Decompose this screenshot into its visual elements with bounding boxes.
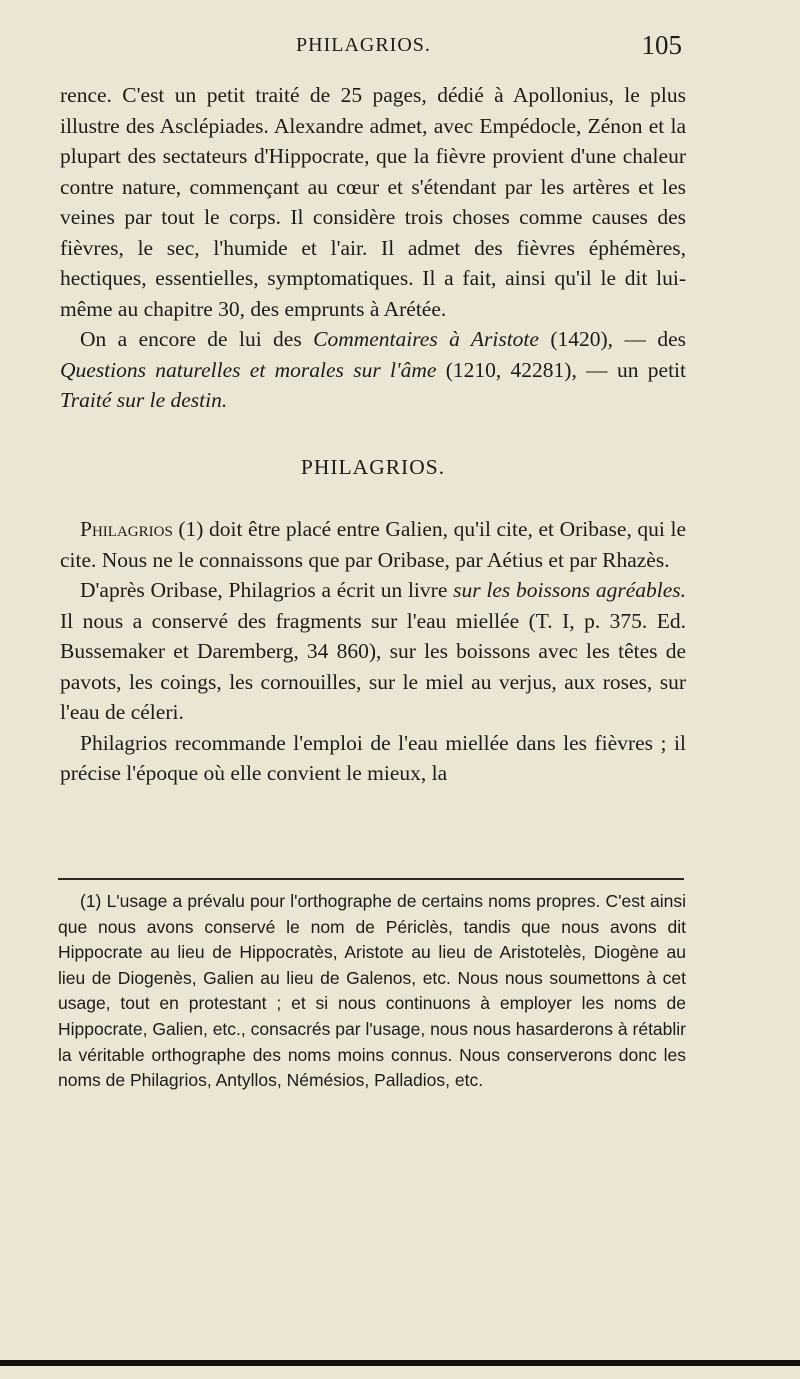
text-run: Il nous a conservé des fragments sur l'eau miellée (T. I, p. 375. Ed. Bussemaker et Daremberg, 34 860), sur les boissons avec les têtes de pavots, les coings, les cornouilles, sur le miel au verjus, aux roses, sur l'eau de céleri. bbox=[60, 608, 686, 724]
footnote bbox=[58, 889, 686, 1094]
text-run: D'après Oribase, Philagrios a écrit un livre bbox=[80, 578, 454, 602]
running-head bbox=[60, 30, 696, 68]
text-run: (1420), — des bbox=[538, 327, 686, 351]
page-number: 105 bbox=[641, 30, 682, 60]
paragraph-commentaires bbox=[60, 324, 686, 416]
text-run: (1) doit être placé entre Galien, qu'il cite, et Oribase, qui le cite. Nous ne le connaissons que par Oribase, par Aétius et par Rhazès. bbox=[60, 517, 686, 572]
italic-title-commentaires: Commentaires à Aristote bbox=[313, 327, 539, 351]
paragraph-philagrios-intro bbox=[60, 514, 686, 575]
page-edge-shadow bbox=[0, 1360, 800, 1366]
text-run: On a encore de lui des bbox=[80, 327, 314, 351]
paragraph-continuation: rence. C'est un petit traité de 25 pages, dédié à Apollonius, le plus illustre des Asclépiades. Alexandre admet, avec Empédocle, Zénon et la plupart des sectateurs d'Hippocrate, que la fièvre provient d'une chaleur contre nature, commençant au cœur et s'étendant par les artères et les veines par tout le corps. Il considère trois choses comme causes des fièvres, le sec, l'humide et l'air. Il admet des fièvres éphémères, hectiques, essentielles, symptomatiques. Il a fait, ainsi qu'il le dit lui-même au chapitre 30, des emprunts à Arétée. bbox=[60, 83, 686, 321]
text-run: (1210, 42281), — un petit bbox=[436, 357, 686, 382]
running-title: PHILAGRIOS. bbox=[296, 34, 431, 56]
section-heading: PHILAGRIOS. bbox=[300, 454, 446, 479]
paragraph-boissons bbox=[60, 575, 686, 728]
footnote-text: (1) L'usage a prévalu pour l'orthographe de certains noms propres. C'est ainsi que nous avons conservé le nom de Périclès, tandis que nous avons dit Hippocrate au lieu de Hippocratès, Aristote au lieu de Aristotelès, Diogène au lieu de Diogenès, Galien au lieu de Galenos, etc. Nous nous soumettons à cet usage, tout en protestant ; et si nous continuons à employer les noms de Hippocrate, Galien, etc., consacrés par l'usage, nous nous hasarderons à rétablir la véritable orthographe des noms moins connus. Nous conserverons donc les noms de Philagrios, Antyllos, Némésios, Palladios, etc. bbox=[58, 891, 686, 1091]
footnote-rule bbox=[58, 878, 684, 880]
italic-title-boissons: sur les boissons agréables. bbox=[453, 578, 686, 602]
body-text bbox=[60, 80, 686, 789]
smallcaps-name: Philagrios bbox=[80, 517, 173, 541]
italic-title-traite: Traité sur le destin. bbox=[60, 388, 228, 412]
paragraph-eau-miellee: Philagrios recommande l'emploi de l'eau miellée dans les fièvres ; il précise l'époque où elle convient le mieux, la bbox=[60, 730, 686, 785]
italic-title-questions: Questions naturelles et morales sur l'âme bbox=[60, 357, 437, 382]
